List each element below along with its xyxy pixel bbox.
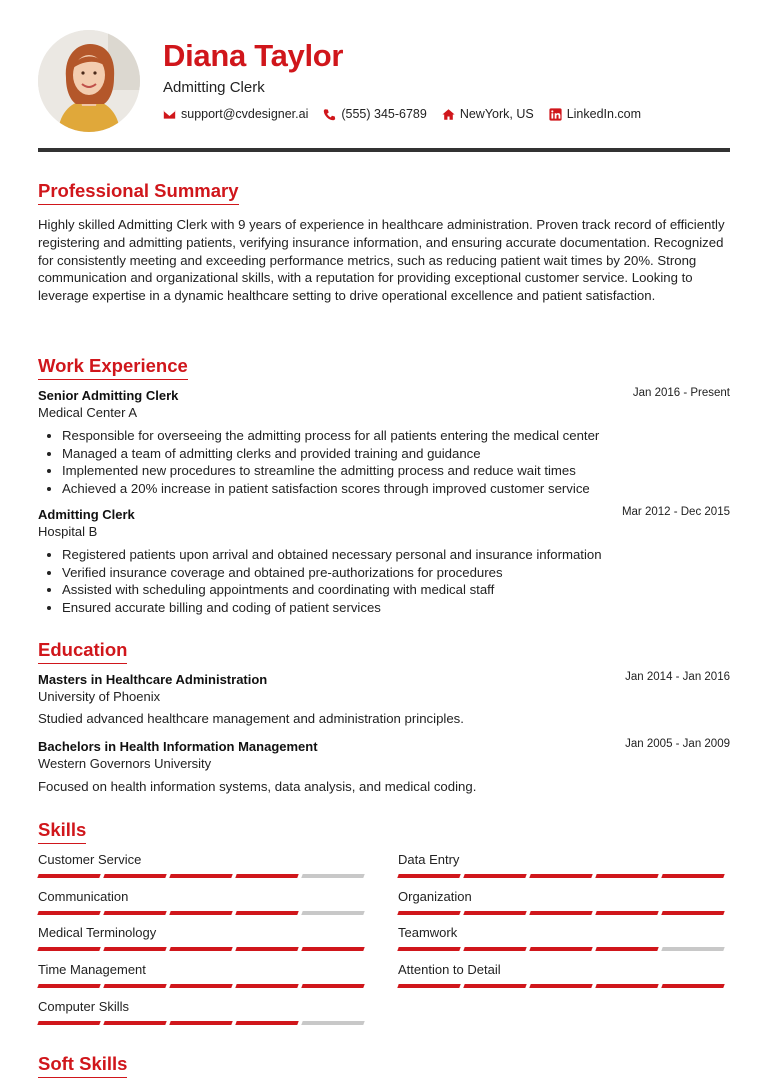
skill-segment-filled (235, 1021, 298, 1025)
header-divider (38, 148, 730, 152)
skill-segment-filled (37, 947, 100, 951)
skill-segment-filled (169, 947, 232, 951)
skill-item (38, 962, 368, 988)
skill-segment-filled (463, 984, 526, 988)
list-item: • Assisted with scheduling appointments and coordinating with medical staff (62, 581, 722, 599)
skill-segment-filled (463, 947, 526, 951)
job-bullets (38, 546, 722, 617)
skill-level-bar (38, 874, 368, 878)
skill-segment-filled (661, 984, 724, 988)
skill-level-bar (38, 1021, 368, 1025)
skill-segment-filled (301, 984, 364, 988)
summary-text: Highly skilled Admitting Clerk with 9 years of experience in healthcare administration. Proven track record of efficiently registering and admitting patients, verifying insurance information, and ensuring accurate documentation. Recognized for consistently meeting and exceeding performance metrics, such as reducing patient wait times by 20%. Strong communication and organizational skills, with a reputation for providing exceptional customer service. Looking to leverage expertise in a dynamic healthcare setting to drive operational excellence and patient satisfaction. (38, 217, 725, 304)
skill-segment-filled (103, 984, 166, 988)
profile-photo (38, 30, 140, 132)
edu-school: University of Phoenix (38, 689, 161, 704)
soft-skills-heading: Soft Skills (38, 1053, 127, 1078)
skill-segment-filled (103, 1021, 166, 1025)
skill-segment-filled (397, 947, 460, 951)
summary-heading: Professional Summary (38, 180, 239, 205)
envelope-icon (163, 108, 176, 121)
skill-name: Time Management (38, 962, 146, 977)
job-company: Hospital B (38, 524, 98, 539)
skill-name: Attention to Detail (398, 962, 501, 977)
skill-item (398, 962, 728, 988)
skill-segment-filled (301, 947, 364, 951)
skill-level-bar (398, 874, 728, 878)
skill-segment-filled (595, 984, 658, 988)
skill-segment-filled (37, 911, 100, 915)
job-company: Medical Center A (38, 405, 137, 420)
skill-segment-empty (661, 947, 724, 951)
candidate-title: Admitting Clerk (163, 79, 265, 96)
skill-name: Communication (38, 889, 129, 904)
list-item: • Implemented new procedures to streamline the admitting process and reduce wait times (62, 462, 722, 480)
skill-segment-filled (169, 911, 232, 915)
education-heading: Education (38, 639, 127, 664)
skill-segment-filled (103, 947, 166, 951)
skill-segment-filled (661, 874, 724, 878)
job-bullets (38, 427, 722, 498)
skill-level-bar (398, 984, 728, 988)
skill-segment-filled (529, 947, 592, 951)
skill-segment-filled (595, 947, 658, 951)
skill-segment-empty (301, 874, 364, 878)
contact-bar (163, 105, 656, 123)
skill-segment-filled (529, 911, 592, 915)
skill-name: Data Entry (398, 852, 460, 867)
skill-segment-filled (397, 911, 460, 915)
skill-segment-filled (169, 874, 232, 878)
skill-segment-filled (235, 911, 298, 915)
home-icon (442, 108, 455, 121)
skill-item (398, 852, 728, 878)
skill-segment-empty (301, 1021, 364, 1025)
job-title: Senior Admitting Clerk (38, 388, 179, 403)
experience-heading: Work Experience (38, 355, 188, 380)
contact-email-text: support@cvdesigner.ai (181, 107, 309, 121)
skill-level-bar (398, 947, 728, 951)
edu-school: Western Governors University (38, 756, 212, 771)
edu-degree: Bachelors in Health Information Management (38, 739, 318, 754)
skill-segment-filled (169, 1021, 232, 1025)
phone-icon (323, 108, 336, 121)
skill-level-bar (38, 911, 368, 915)
skill-segment-filled (37, 984, 100, 988)
skill-name: Customer Service (38, 852, 142, 867)
contact-linkedin[interactable] (549, 107, 641, 121)
job-dates: Mar 2012 - Dec 2015 (621, 506, 730, 518)
skill-name: Organization (398, 889, 472, 904)
linkedin-icon (549, 108, 562, 121)
skill-level-bar (38, 947, 368, 951)
list-item: • Responsible for overseeing the admitting process for all patients entering the medical center (62, 427, 722, 445)
list-item: • Registered patients upon arrival and obtained necessary personal and insurance information (62, 546, 722, 564)
edu-degree: Masters in Healthcare Administration (38, 672, 268, 687)
job-title: Admitting Clerk (38, 507, 135, 522)
skills-heading: Skills (38, 819, 86, 844)
candidate-name: Diana Taylor (163, 38, 344, 73)
list-item: • Achieved a 20% increase in patient satisfaction scores through improved customer service (62, 480, 722, 498)
skill-segment-filled (595, 874, 658, 878)
skill-segment-filled (235, 947, 298, 951)
contact-phone[interactable] (323, 107, 426, 121)
skill-segment-filled (37, 1021, 100, 1025)
edu-dates: Jan 2014 - Jan 2016 (625, 671, 730, 683)
contact-location-text: NewYork, US (459, 107, 534, 121)
skill-level-bar (38, 984, 368, 988)
skill-segment-filled (463, 874, 526, 878)
skill-segment-filled (235, 874, 298, 878)
profile-photo-illustration (38, 30, 140, 132)
skill-segment-filled (529, 984, 592, 988)
skill-item (38, 925, 368, 951)
skill-segment-filled (169, 984, 232, 988)
skill-segment-filled (235, 984, 298, 988)
skill-segment-filled (661, 911, 724, 915)
list-item: • Ensured accurate billing and coding of patient services (62, 599, 722, 617)
skill-item (38, 999, 368, 1025)
skill-name: Teamwork (398, 925, 458, 940)
skill-item (38, 852, 368, 878)
list-item: • Verified insurance coverage and obtained pre-authorizations for procedures (62, 564, 722, 582)
skill-name: Medical Terminology (38, 925, 157, 940)
skill-segment-filled (103, 911, 166, 915)
skill-name: Computer Skills (38, 999, 130, 1014)
skill-level-bar (398, 911, 728, 915)
list-item: • Managed a team of admitting clerks and provided training and guidance (62, 445, 722, 463)
contact-email[interactable] (163, 107, 308, 121)
skill-item (38, 889, 368, 915)
skill-segment-filled (103, 874, 166, 878)
skill-segment-filled (37, 874, 100, 878)
skill-segment-filled (595, 911, 658, 915)
job-dates: Jan 2016 - Present (632, 387, 730, 399)
skill-segment-filled (397, 984, 460, 988)
skill-item (398, 889, 728, 915)
edu-description: Focused on health information systems, data analysis, and medical coding. (38, 779, 477, 794)
edu-dates: Jan 2005 - Jan 2009 (625, 738, 730, 750)
skill-item (398, 925, 728, 951)
contact-linkedin-text: LinkedIn.com (566, 107, 642, 121)
edu-description: Studied advanced healthcare management and administration principles. (38, 711, 464, 726)
contact-phone-text: (555) 345-6789 (341, 107, 427, 121)
skill-segment-filled (397, 874, 460, 878)
skill-segment-filled (529, 874, 592, 878)
skill-segment-empty (301, 911, 364, 915)
contact-location (442, 107, 534, 121)
skill-segment-filled (463, 911, 526, 915)
